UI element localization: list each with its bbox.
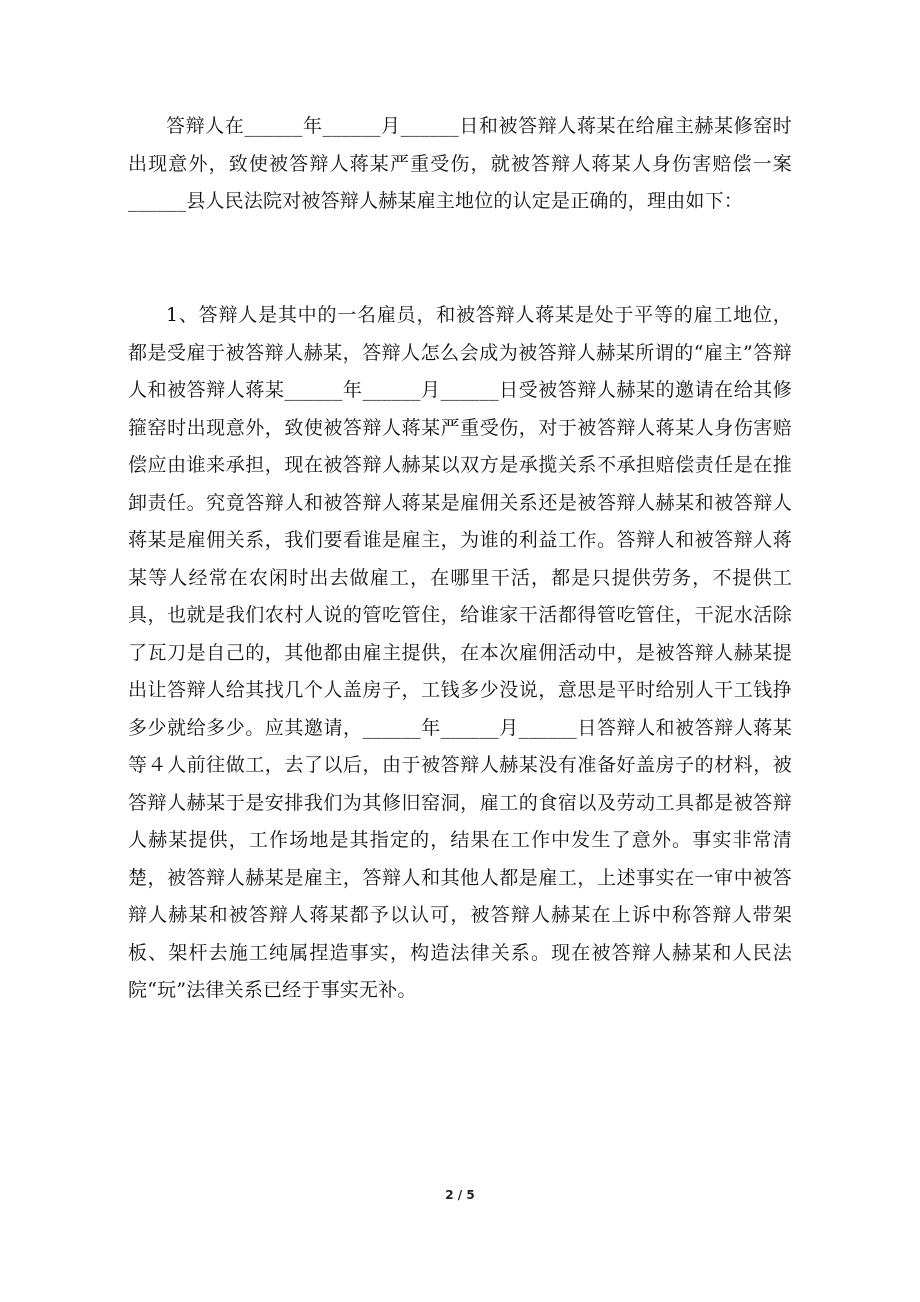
paragraph-point-1: 1、答辩人是其中的一名雇员，和被答辩人蒋某是处于平等的雇工地位，都是受雇于被答辩人赫某，答辩人怎么会成为被答辩人赫某所谓的“雇主”答辩人和被答辩人蒋某______年______月______日受被答辩人赫某的邀请在给其修箍窑时出现意外，致使被答辩人蒋某严重受伤，对于被答辩人蒋某人身伤害赔偿应由谁来承担，现在被答辩人赫某以双方是承揽关系不承担赔偿责任是在推卸责任。究竟答辩人和被答辩人蒋某是雇佣关系还是被答辩人赫某和被答辩人蒋某是雇佣关系，我们要看谁是雇主，为谁的利益工作。答辩人和被答辩人蒋某等人经常在农闲时出去做雇工，在哪里干活，都是只提供劳务，不提供工具，也就是我们农村人说的管吃管住，给谁家干活都得管吃管住，干泥水活除了瓦刀是自己的，其他都由雇主提供，在本次雇佣活动中，是被答辩人赫某提出让答辩人给其找几个人盖房子，工钱多少没说，意思是平时给别人干工钱挣多少就给多少。应其邀请，______年______月______日答辩人和被答辩人蒋某等４人前往做工，去了以后，由于被答辩人赫某没有准备好盖房子的材料，被答辩人赫某于是安排我们为其修旧窑洞，雇工的食宿以及劳动工具都是被答辩人赫某提供，工作场地是其指定的，结果在工作中发生了意外。事实非常清楚，被答辩人赫某是雇主，答辩人和其他人都是雇工，上述事实在一审中被答辩人赫某和被答辩人蒋某都予以认可，被答辩人赫某在上诉中称答辩人带架板、架杆去施工纯属捏造事实，构造法律关系。现在被答辩人赫某和人民法院“玩”法律关系已经于事实无补。 [128, 304, 792, 1001]
paragraph-intro: 答辩人在______年______月______日和被答辩人蒋某在给雇主赫某修窑时出现意外，致使被答辩人蒋某严重受伤，就被答辩人蒋某人身伤害赔偿一案______县人民法院对被答辩人赫某雇主地位的认定是正确的，理由如下： [128, 115, 792, 212]
page-number: 2 / 5 [445, 1188, 475, 1202]
